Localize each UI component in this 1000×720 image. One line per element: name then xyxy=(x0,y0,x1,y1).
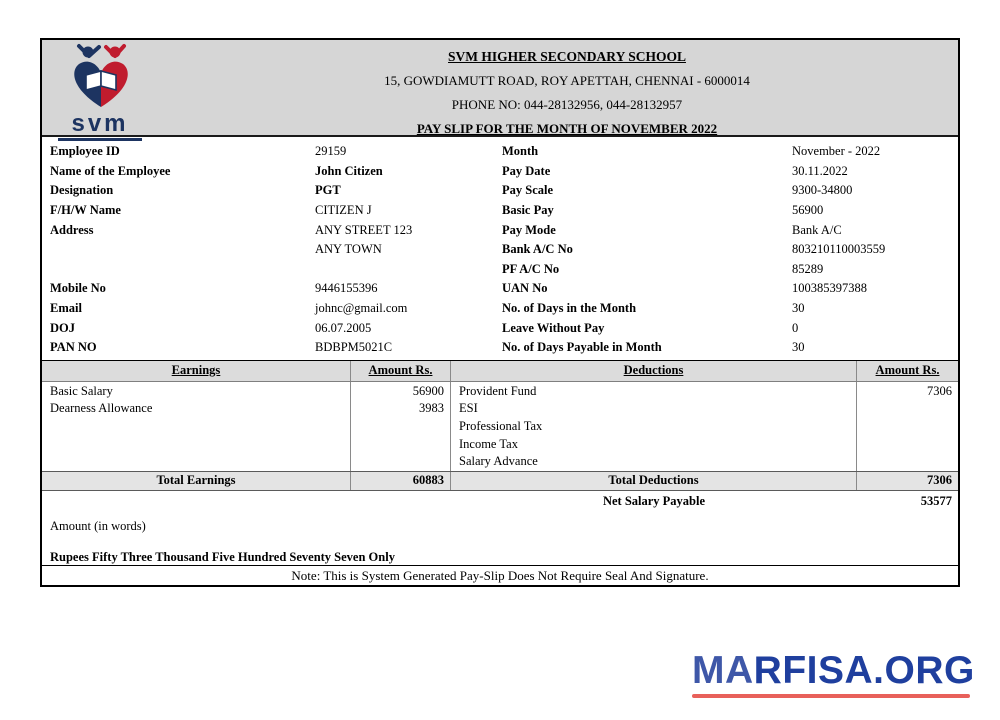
detail-value: 29159 xyxy=(315,144,347,159)
earning-amount: 3983 xyxy=(419,401,444,416)
detail-label: No. of Days Payable in Month xyxy=(502,340,662,355)
detail-value: 803210110003559 xyxy=(792,242,886,257)
detail-label: Bank A/C No xyxy=(502,242,573,257)
total-deductions-amount: 7306 xyxy=(927,473,952,488)
detail-label: Leave Without Pay xyxy=(502,320,605,335)
detail-label: PAN NO xyxy=(50,340,97,355)
detail-label: PF A/C No xyxy=(502,261,560,276)
detail-row xyxy=(50,220,958,240)
logo-text: svm xyxy=(71,110,129,137)
deductions-names xyxy=(451,382,857,471)
detail-value: BDBPM5021C xyxy=(315,340,393,355)
deduction-amount: 7306 xyxy=(927,383,952,398)
total-deductions-label: Total Deductions xyxy=(451,472,857,490)
school-phone: PHONE NO: 044-28132956, 044-28132957 xyxy=(451,97,683,112)
detail-row xyxy=(50,318,958,338)
net-salary-amount: 53577 xyxy=(920,494,952,509)
detail-row xyxy=(50,299,958,319)
svm-logo-icon xyxy=(62,43,138,109)
detail-label: F/H/W Name xyxy=(50,203,121,218)
detail-row xyxy=(50,279,958,299)
earning-name: Dearness Allowance xyxy=(50,401,153,416)
detail-row xyxy=(50,260,958,280)
school-name: SVM HIGHER SECONDARY SCHOOL xyxy=(448,49,686,64)
detail-label: Mobile No xyxy=(50,281,106,296)
detail-value: 30 xyxy=(792,301,805,316)
detail-value: ANY STREET 123 xyxy=(315,222,413,237)
detail-value: 30 xyxy=(792,340,805,355)
detail-value: CITIZEN J xyxy=(315,203,372,218)
note-text: Note: This is System Generated Pay-Slip Does Not Require Seal And Signature. xyxy=(291,567,709,583)
deduction-name: Salary Advance xyxy=(459,454,538,469)
detail-value: 9446155396 xyxy=(315,281,378,296)
detail-label: Pay Scale xyxy=(502,183,554,198)
detail-value: 56900 xyxy=(792,203,824,218)
payslip-document xyxy=(40,38,960,587)
detail-value: 9300-34800 xyxy=(792,183,853,198)
detail-value: ANY TOWN xyxy=(315,242,382,257)
detail-value: 30.11.2022 xyxy=(792,163,848,178)
brand-text xyxy=(692,650,976,693)
table-header-row xyxy=(42,361,958,382)
earnings-amount-header: Amount Rs. xyxy=(351,361,451,381)
net-salary-row xyxy=(42,491,958,513)
deduction-name: Income Tax xyxy=(459,436,518,451)
detail-row xyxy=(50,181,958,201)
deduction-name: Provident Fund xyxy=(459,383,537,398)
detail-value: November - 2022 xyxy=(792,144,881,159)
document-header xyxy=(42,40,958,137)
detail-row xyxy=(50,162,958,182)
net-salary-label: Net Salary Payable xyxy=(602,494,706,509)
earnings-amounts xyxy=(351,382,451,471)
deductions-amounts xyxy=(857,382,958,471)
earnings-header: Earnings xyxy=(42,361,351,381)
employee-details xyxy=(42,137,958,360)
detail-label: Designation xyxy=(50,183,114,198)
detail-value: 85289 xyxy=(792,261,824,276)
detail-row xyxy=(50,338,958,358)
school-logo xyxy=(56,43,144,141)
note-box xyxy=(42,565,958,586)
detail-label: Pay Mode xyxy=(502,222,556,237)
amount-words-label: Amount (in words) xyxy=(50,518,146,533)
payslip-title: PAY SLIP FOR THE MONTH OF NOVEMBER 2022 xyxy=(416,121,718,136)
detail-label: Email xyxy=(50,301,82,316)
table-total-row xyxy=(42,471,958,491)
detail-row xyxy=(50,142,958,162)
earning-amount: 56900 xyxy=(412,383,444,398)
earning-name: Basic Salary xyxy=(50,383,113,398)
brand-logo[interactable] xyxy=(692,650,976,698)
deductions-amount-header: Amount Rs. xyxy=(875,363,940,378)
brand-text-light: MA xyxy=(692,649,754,692)
deduction-name: Professional Tax xyxy=(459,418,543,433)
deduction-name: ESI xyxy=(459,401,478,416)
deductions-header: Deductions xyxy=(451,361,857,381)
detail-row xyxy=(50,201,958,221)
total-earnings-amount: 60883 xyxy=(351,472,451,490)
detail-label: Name of the Employee xyxy=(50,163,171,178)
detail-value: 100385397388 xyxy=(792,281,867,296)
detail-value: Bank A/C xyxy=(792,222,842,237)
detail-row xyxy=(50,240,958,260)
detail-label: Month xyxy=(502,144,539,159)
brand-text-dark: RFISA.ORG xyxy=(753,649,975,692)
detail-label: Address xyxy=(50,222,94,237)
detail-value: johnc@gmail.com xyxy=(315,301,408,316)
detail-value: John Citizen xyxy=(315,163,383,178)
detail-label: No. of Days in the Month xyxy=(502,301,637,316)
detail-label: Basic Pay xyxy=(502,203,554,218)
table-body xyxy=(42,382,958,471)
detail-value: 0 xyxy=(792,320,799,335)
detail-value: PGT xyxy=(315,183,341,198)
header-text-block xyxy=(42,40,958,141)
detail-label: Employee ID xyxy=(50,144,120,159)
logo-underline xyxy=(58,138,142,141)
earnings-names xyxy=(42,382,351,471)
detail-label: DOJ xyxy=(50,320,75,335)
detail-label: Pay Date xyxy=(502,163,551,178)
earnings-deductions-table xyxy=(42,360,958,491)
school-address: 15, GOWDIAMUTT ROAD, ROY APETTAH, CHENNAI - 6000014 xyxy=(384,73,750,88)
amount-words-value: Rupees Fifty Three Thousand Five Hundred Seventy Seven Only xyxy=(50,549,395,564)
amount-in-words-section xyxy=(42,513,958,565)
detail-label: UAN No xyxy=(502,281,548,296)
detail-value: 06.07.2005 xyxy=(315,320,372,335)
total-earnings-label: Total Earnings xyxy=(42,472,351,490)
brand-underline xyxy=(692,694,970,698)
